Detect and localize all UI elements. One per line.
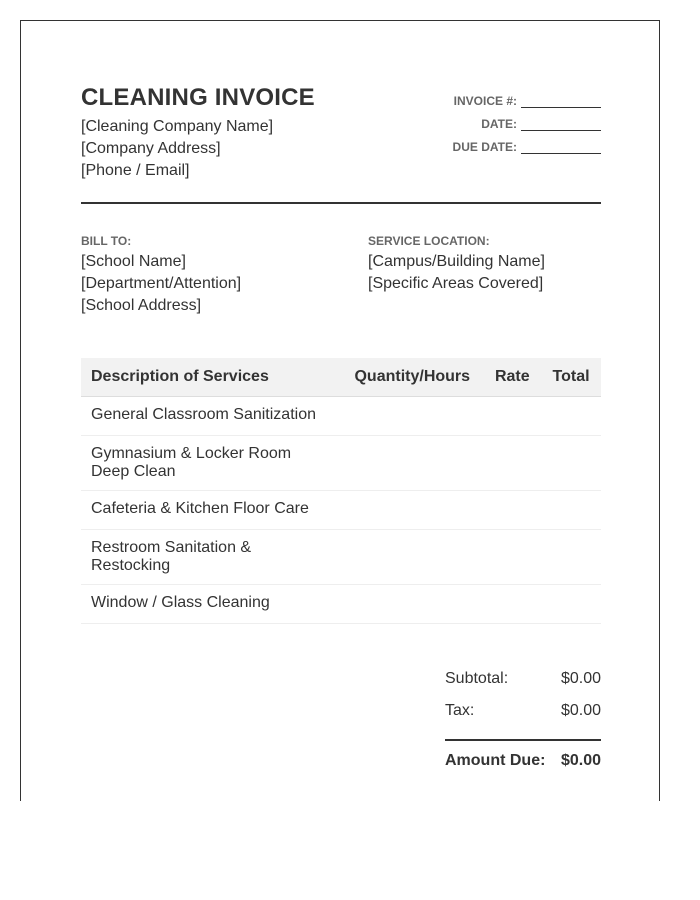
header-quantity: Quantity/Hours xyxy=(341,358,484,397)
row-quantity[interactable] xyxy=(341,436,484,491)
row-description[interactable]: General Classroom Sanitization xyxy=(81,397,341,436)
bill-to-lines xyxy=(81,251,241,317)
department-attention[interactable]: [Department/Attention] xyxy=(81,275,242,292)
table-row xyxy=(81,397,601,436)
row-rate[interactable] xyxy=(484,436,542,491)
subtotal-row xyxy=(445,663,601,695)
header-total: Total xyxy=(541,358,601,397)
invoice-page xyxy=(20,20,660,801)
invoice-number-label: INVOICE #: xyxy=(453,94,517,108)
row-rate[interactable] xyxy=(484,491,542,530)
due-date-row xyxy=(361,131,601,154)
amount-due-row xyxy=(445,741,601,781)
row-description[interactable]: Gymnasium & Locker Room Deep Clean xyxy=(81,436,341,491)
row-rate[interactable] xyxy=(484,585,542,624)
amount-due-label: Amount Due: xyxy=(445,752,546,769)
service-location-label: SERVICE LOCATION: xyxy=(368,234,490,248)
table-row xyxy=(81,491,601,530)
bill-to-label: BILL TO: xyxy=(81,234,132,248)
school-name[interactable]: [School Name] xyxy=(81,253,186,270)
invoice-date-row xyxy=(361,108,601,131)
tax-label: Tax: xyxy=(445,702,475,719)
row-rate[interactable] xyxy=(484,397,542,436)
row-quantity[interactable] xyxy=(341,530,484,585)
invoice-meta xyxy=(361,85,601,154)
row-rate[interactable] xyxy=(484,530,542,585)
table-row xyxy=(81,436,601,491)
service-location-lines xyxy=(368,251,545,295)
invoice-date-field[interactable] xyxy=(521,116,601,131)
table-row xyxy=(81,530,601,585)
subtotal-value[interactable]: $0.00 xyxy=(560,670,601,687)
tax-value[interactable]: $0.00 xyxy=(560,702,601,719)
invoice-number-field[interactable] xyxy=(521,93,601,108)
subtotal-label: Subtotal: xyxy=(445,670,509,687)
totals-section xyxy=(445,663,601,781)
header-description: Description of Services xyxy=(81,358,341,397)
row-description[interactable]: Cafeteria & Kitchen Floor Care xyxy=(81,491,341,530)
campus-building-name[interactable]: [Campus/Building Name] xyxy=(368,253,545,270)
row-total[interactable] xyxy=(541,397,601,436)
row-description[interactable]: Window / Glass Cleaning xyxy=(81,585,341,624)
company-info xyxy=(81,116,273,182)
row-total[interactable] xyxy=(541,585,601,624)
table-row xyxy=(81,585,601,624)
row-total[interactable] xyxy=(541,491,601,530)
school-address[interactable]: [School Address] xyxy=(81,297,202,314)
table-header-row xyxy=(81,358,601,397)
company-address[interactable]: [Company Address] xyxy=(81,140,221,157)
row-quantity[interactable] xyxy=(341,585,484,624)
header-rate: Rate xyxy=(484,358,542,397)
invoice-number-row xyxy=(361,85,601,108)
service-location-section xyxy=(368,234,545,295)
services-table xyxy=(81,358,601,624)
row-description[interactable]: Restroom Sanitation & Restocking xyxy=(81,530,341,585)
company-name[interactable]: [Cleaning Company Name] xyxy=(81,118,274,135)
company-contact[interactable]: [Phone / Email] xyxy=(81,162,190,179)
due-date-field[interactable] xyxy=(521,139,601,154)
bill-to-section xyxy=(81,234,241,317)
amount-due-value[interactable]: $0.00 xyxy=(560,752,601,769)
invoice-title: CLEANING INVOICE xyxy=(81,84,315,111)
invoice-date-label: DATE: xyxy=(481,117,517,131)
row-quantity[interactable] xyxy=(341,397,484,436)
row-total[interactable] xyxy=(541,436,601,491)
tax-row xyxy=(445,695,601,727)
due-date-label: DUE DATE: xyxy=(452,140,517,154)
header-divider xyxy=(81,202,601,204)
row-quantity[interactable] xyxy=(341,491,484,530)
specific-areas[interactable]: [Specific Areas Covered] xyxy=(368,275,544,292)
row-total[interactable] xyxy=(541,530,601,585)
